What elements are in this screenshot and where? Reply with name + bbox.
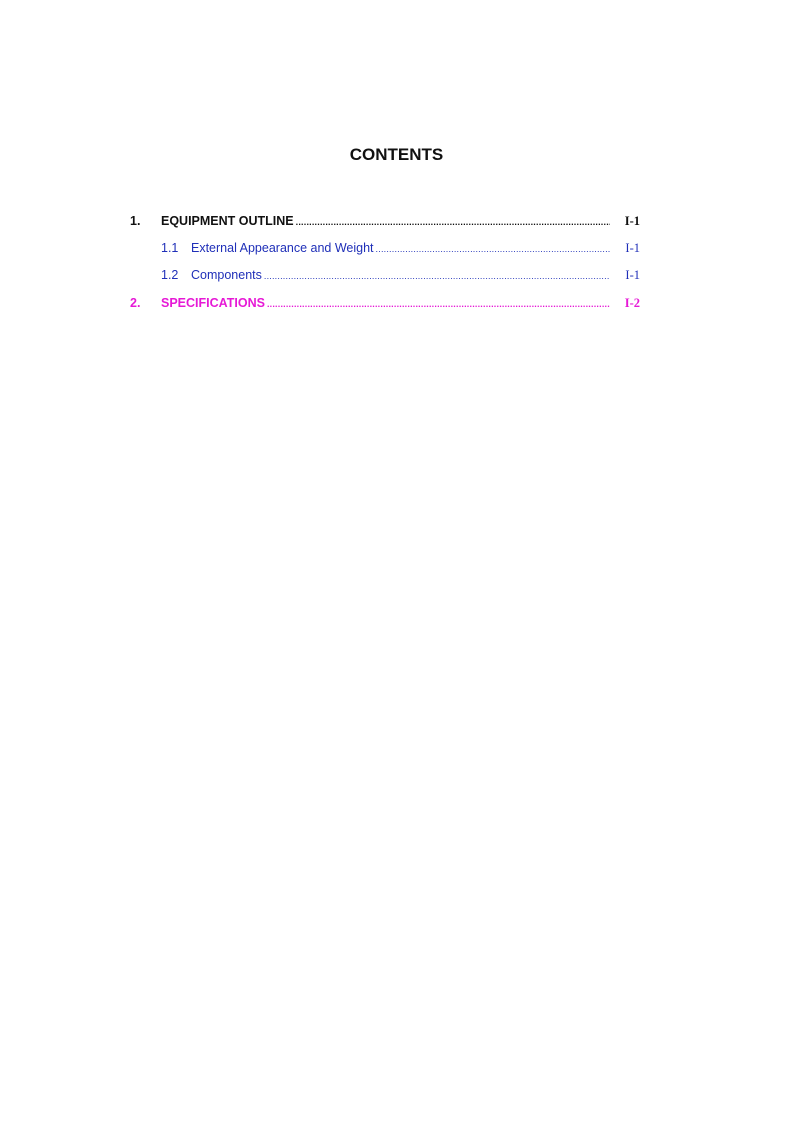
dot-leader (264, 267, 610, 285)
toc-entry-specifications[interactable] (130, 294, 640, 312)
page-title: CONTENTS (349, 145, 444, 164)
toc-entry-number: 1.2 (161, 268, 179, 282)
dot-leader (376, 240, 610, 258)
toc-entry-label: EQUIPMENT OUTLINE (161, 214, 294, 228)
toc-entry-page: I-1 (624, 214, 640, 228)
toc-entry-equipment-outline[interactable] (130, 212, 640, 230)
toc-entry-label: Components (191, 268, 262, 282)
dot-leader (267, 295, 610, 313)
toc-entry-number: 1. (130, 214, 141, 228)
toc-entry-components[interactable] (130, 266, 640, 284)
toc-entry-label: SPECIFICATIONS (161, 296, 265, 310)
toc-entry-page: I-1 (625, 241, 640, 255)
toc-entry-number: 1.1 (161, 241, 179, 255)
dot-leader (296, 213, 610, 231)
toc-entry-number: 2. (130, 296, 141, 310)
toc-entry-page: I-1 (625, 268, 640, 282)
toc-entry-label: External Appearance and Weight (191, 241, 374, 255)
toc-entry-page: I-2 (624, 296, 640, 310)
toc-entry-external-appearance[interactable] (130, 239, 640, 257)
